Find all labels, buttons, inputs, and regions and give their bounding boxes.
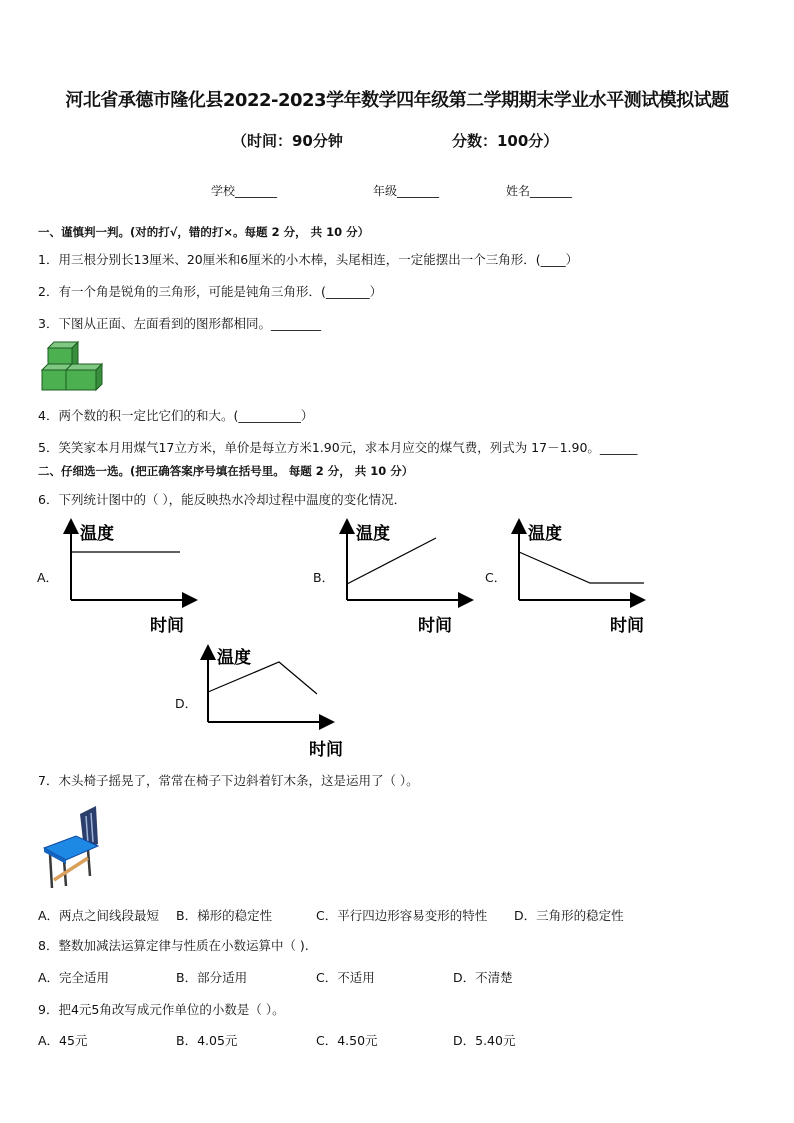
question-9: 9．把4元5角改写成元作单位的小数是（ ）。 — [38, 1002, 285, 1017]
question-6: 6．下列统计图中的（ ），能反映热水冷却过程中温度的变化情况． — [38, 492, 407, 507]
temperature-line — [519, 552, 644, 583]
section2-header: 二、仔细选一选。(把正确答案序号填在括号里。 每题 2 分， 共 10 分） — [38, 464, 414, 478]
graph-c — [510, 516, 655, 636]
option-8d[interactable]: D．不清楚 — [453, 970, 513, 985]
x-axis-label: 时间 — [150, 616, 184, 636]
option-6c-label[interactable]: C． — [485, 570, 507, 585]
option-8a[interactable]: A．完全适用 — [38, 970, 110, 985]
x-axis-label: 时间 — [418, 616, 452, 636]
option-6d-label[interactable]: D． — [175, 696, 198, 711]
section1-header: 一、谨慎判一判。(对的打√，错的打×。每题 2 分， 共 10 分） — [38, 225, 370, 239]
y-axis-label: 温度 — [356, 524, 390, 544]
question-5: 5．笑笑家本月用煤气17立方米，单价是每立方米1.90元，求本月应交的煤气费，列式为 17－1.90。______ — [38, 440, 638, 455]
question-2: 2．有一个角是锐角的三角形，可能是钝角三角形．(_______） — [38, 284, 383, 299]
option-7b[interactable]: B．梯形的稳定性 — [176, 908, 273, 923]
name-field[interactable]: 姓名_______ — [506, 184, 573, 198]
page-title: 河北省承德市隆化县2022-2023学年数学四年级第二学期期末学业水平测试模拟试题 — [65, 90, 729, 111]
temperature-line — [347, 538, 436, 584]
diagonal-brace — [54, 858, 88, 880]
y-axis-label: 温度 — [80, 524, 114, 544]
cubes-figure — [40, 340, 104, 392]
question-4: 4．两个数的积一定比它们的和大。(__________） — [38, 408, 314, 423]
exam-score: 分数：100分） — [452, 132, 559, 150]
cube-front-face — [42, 370, 66, 390]
x-axis-label: 时间 — [610, 616, 644, 636]
option-8b[interactable]: B．部分适用 — [176, 970, 248, 985]
graph-b — [338, 516, 478, 636]
option-7d[interactable]: D．三角形的稳定性 — [514, 908, 624, 923]
question-8: 8．整数加减法运算定律与性质在小数运算中（ ). — [38, 938, 309, 953]
x-axis-label: 时间 — [309, 740, 343, 760]
option-9a[interactable]: A．45元 — [38, 1033, 88, 1048]
y-axis-label: 温度 — [528, 524, 562, 544]
cube-front-face — [66, 370, 96, 390]
question-3: 3．下图从正面、左面看到的图形都相同。________ — [38, 316, 321, 331]
grade-field[interactable]: 年级_______ — [373, 184, 440, 198]
option-9c[interactable]: C．4.50元 — [316, 1033, 378, 1048]
graph-d — [199, 642, 344, 762]
option-7a[interactable]: A．两点之间线段最短 — [38, 908, 160, 923]
question-7: 7．木头椅子摇晃了，常常在椅子下边斜着钉木条，这是运用了（ ）。 — [38, 773, 419, 788]
question-1: 1．用三根分别长13厘米、20厘米和6厘米的小木棒，头尾相连，一定能摆出一个三角形．(____） — [38, 252, 579, 267]
option-8c[interactable]: C．不适用 — [316, 970, 375, 985]
option-9b[interactable]: B．4.05元 — [176, 1033, 238, 1048]
option-6a-label[interactable]: A． — [37, 570, 59, 585]
y-axis-label: 温度 — [217, 648, 251, 668]
school-field[interactable]: 学校_______ — [211, 184, 278, 198]
option-6b-label[interactable]: B． — [313, 570, 335, 585]
option-9d[interactable]: D．5.40元 — [453, 1033, 516, 1048]
chair-image — [40, 804, 106, 890]
exam-time: （时间：90分钟 — [232, 132, 343, 150]
option-7c[interactable]: C．平行四边形容易变形的特性 — [316, 908, 488, 923]
graph-a — [62, 516, 202, 636]
